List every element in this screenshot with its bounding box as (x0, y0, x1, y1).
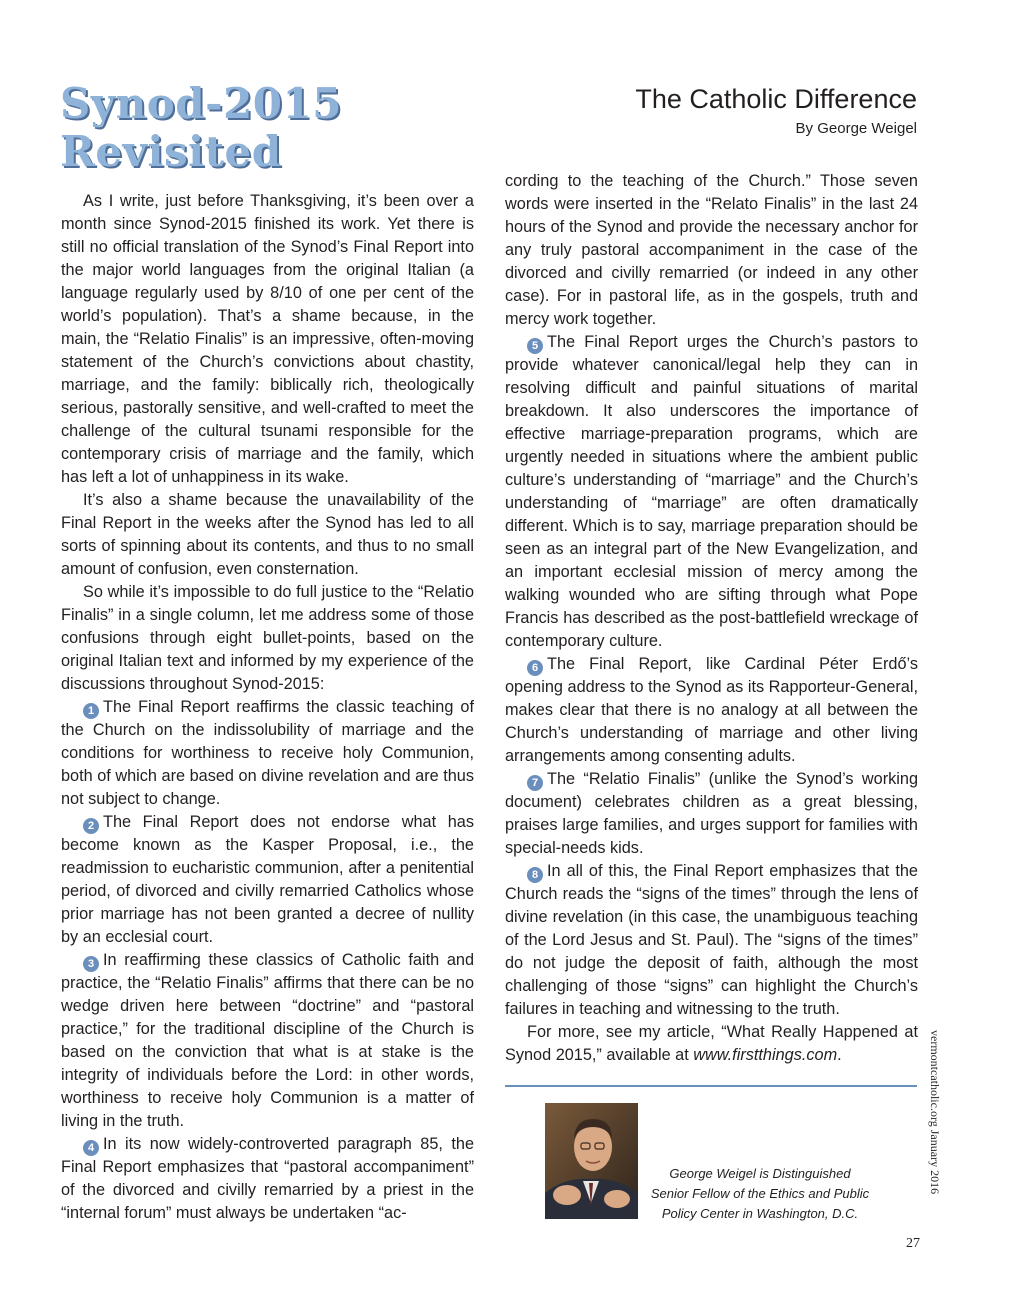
title-line-2: Revisited (60, 127, 282, 176)
author-photo (545, 1103, 638, 1219)
bullet-7-text: The “Relatio Finalis” (unlike the Synod’s working document) celebrates children as a great blessing, praises large families, and urges support for families with special-needs kids. (505, 770, 918, 857)
bullet-number-5: 5 (527, 338, 543, 354)
bullet-1 (61, 696, 474, 811)
byline: By George Weigel (795, 120, 917, 137)
author-portrait-illustration (545, 1103, 638, 1219)
column-name: The Catholic Difference (635, 84, 917, 114)
bullet-2 (61, 811, 474, 949)
bio-line-2: Senior Fellow of the Ethics and Public (650, 1186, 870, 1201)
bullet-7 (505, 768, 918, 860)
bullet-5 (505, 331, 918, 653)
bullet-8 (505, 860, 918, 1021)
bullet-2-text: The Final Report does not endorse what has become known as the Kasper Proposal, i.e., the readmission to eucharistic communion, after a penitential period, of divorced and civilly remarried Catholics whose prior marriage has not been granted a decree of nullity by an ecclesial court. (61, 813, 474, 946)
bio-line-1: George Weigel is Distinguished (669, 1166, 851, 1181)
bullet-3-text: In reaffirming these classics of Catholic faith and practice, the “Relatio Finalis” affirms that there can be no wedge driven here between “doctrine” and “pastoral practice,” for the traditional discipline of the Church is based on the conviction that what is at stake is the integrity of individuals before the Lord: in other words, worthiness to receive holy Communion is a matter of living in the truth. (61, 951, 474, 1130)
bullet-number-6: 6 (527, 660, 543, 676)
bullet-4-text: In its now widely-controverted paragraph 85, the Final Report emphasizes that “pastoral accompaniment” of the divorced and civilly remarried by a priest in the “internal forum” must always be undertaken “ac- (61, 1135, 474, 1222)
paragraph-continued: cording to the teaching of the Church.” Those seven words were inserted in the “Relato Finalis” in the last 24 hours of the Synod and provide the necessary anchor for any truly pastoral accompaniment in the case of the divorced and civilly remarried (or indeed in any other case). For in pastoral life, as in the gospels, truth and mercy work together. (505, 172, 918, 328)
bullet-number-3: 3 (83, 956, 99, 972)
right-column (505, 170, 918, 1067)
bullet-1-text: The Final Report reaffirms the classic teaching of the Church on the indissolubility of marriage and the conditions for worthiness to receive holy Communion, both of which are based on divine revelation and are thus not subject to change. (61, 698, 474, 808)
firstthings-link[interactable]: www.firstthings.com (693, 1046, 838, 1064)
bullet-number-4: 4 (83, 1140, 99, 1156)
bullet-6 (505, 653, 918, 768)
bullet-number-8: 8 (527, 867, 543, 883)
bullet-number-1: 1 (83, 703, 99, 719)
bio-line-3: Policy Center in Washington, D.C. (661, 1206, 859, 1221)
bullet-number-2: 2 (83, 818, 99, 834)
bullet-number-7: 7 (527, 775, 543, 791)
paragraph-more (505, 1021, 918, 1067)
bullet-8-text: In all of this, the Final Report emphasizes that the Church reads the “signs of the times” through the lens of divine revelation (in this case, the unambiguous teaching of the Lord Jesus and St. Paul). The “signs of the times” do not judge the deposit of faith, although the most challenging of those “signs” can highlight the Church’s failures in teaching and witnessing to the truth. (505, 862, 918, 1018)
more-text: For more, see my article, “What Really Happened at Synod 2015,” available at (505, 1023, 918, 1064)
bullet-3 (61, 949, 474, 1133)
page-number: 27 (906, 1236, 920, 1251)
author-bio (645, 1164, 875, 1224)
article-title (60, 80, 342, 176)
paragraph-shame: It’s also a shame because the unavailability of the Final Report in the weeks after the Synod has led to all sorts of spinning about its contents, and thus to no small amount of confusion, even consternation. (61, 491, 474, 578)
paragraph-bullets-intro: So while it’s impossible to do full justice to the “Relatio Finalis” in a single column, let me address some of those confusions through eight bullet-points, based on the original Italian text and informed by my experience of the discussions throughout Synod-2015: (61, 583, 474, 693)
side-publication-info: vermontcatholic.org January 2016 (928, 1030, 942, 1195)
title-line-1: Synod-2015 (60, 79, 342, 128)
left-column (61, 190, 474, 1225)
bullet-6-text: The Final Report, like Cardinal Péter Erdő’s opening address to the Synod as its Rapporteur-General, makes clear that there is no analogy at all between the Church’s understanding of marriage and other living arrangements among consenting adults. (505, 655, 918, 765)
bio-divider (505, 1085, 917, 1087)
bullet-5-text: The Final Report urges the Church’s pastors to provide whatever canonical/legal help they can in resolving difficult and painful situations of marital breakdown. It also underscores the importance of effective marriage-preparation programs, which are urgently needed in situations where the ambient public culture’s understanding of “marriage” and the Church’s understanding of “marriage” are often dramatically different. Which is to say, marriage preparation should be seen as an integral part of the New Evangelization, and an important ecclesial mission of mercy among the walking wounded who are sifting through what Pope Francis has described as the post-battlefield wreckage of contemporary culture. (505, 333, 918, 650)
more-end: . (837, 1046, 842, 1064)
bullet-4 (61, 1133, 474, 1225)
paragraph-intro: As I write, just before Thanksgiving, it’s been over a month since Synod-2015 finished its work. Yet there is still no official translation of the Synod’s Final Report into the major world languages from the original Italian (a language regularly used by 8/10 of one per cent of the world’s population). That’s a shame because, in the main, the “Relatio Finalis” is an impressive, often-moving statement of the Church’s convictions about chastity, marriage, and the family: biblically rich, theologically serious, pastorally sensitive, and well-crafted to meet the challenge of the cultural tsunami responsible for the contemporary crisis of marriage and the family, which has left a lot of unhappiness in its wake. (61, 192, 474, 486)
